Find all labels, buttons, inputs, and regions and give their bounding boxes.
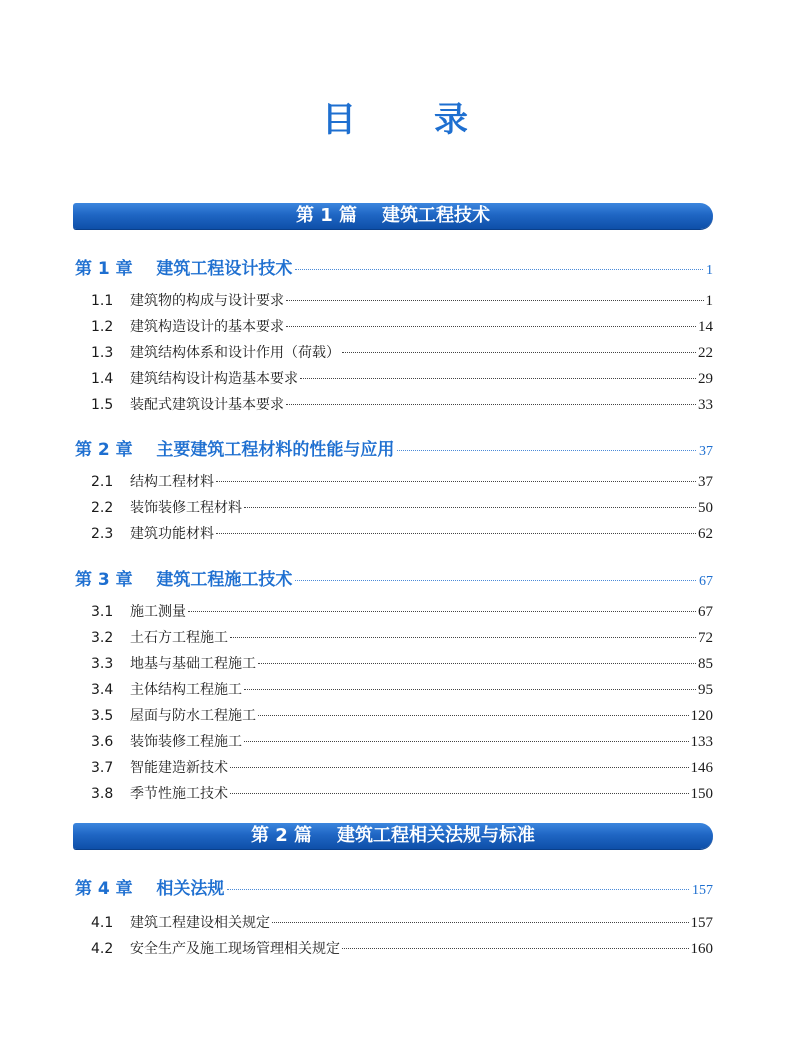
toc-section[interactable] bbox=[91, 757, 713, 777]
section-number: 3.2 bbox=[91, 630, 114, 646]
page-number: 67 bbox=[698, 604, 713, 620]
toc-section[interactable] bbox=[91, 497, 713, 517]
section-title: 装饰装修工程材料 bbox=[130, 500, 242, 516]
page-number: 72 bbox=[698, 630, 713, 646]
page-number: 133 bbox=[690, 734, 713, 750]
toc-section[interactable] bbox=[91, 627, 713, 647]
page-number: 150 bbox=[690, 786, 713, 802]
page-number: 85 bbox=[698, 656, 713, 672]
section-number: 3.8 bbox=[91, 786, 114, 802]
toc-section[interactable] bbox=[91, 679, 713, 699]
toc-section[interactable] bbox=[91, 368, 713, 388]
chapter-title: 第 1 章 建筑工程设计技术 bbox=[75, 259, 293, 279]
toc-chapter-1[interactable] bbox=[75, 254, 713, 278]
section-number: 2.2 bbox=[91, 500, 114, 516]
section-number: 3.5 bbox=[91, 708, 114, 724]
dot-leader bbox=[286, 404, 696, 405]
toc-section[interactable] bbox=[91, 601, 713, 621]
toc-chapter-4[interactable] bbox=[75, 874, 713, 898]
chapter-title: 第 2 章 主要建筑工程材料的性能与应用 bbox=[75, 440, 395, 460]
toc-section[interactable] bbox=[91, 783, 713, 803]
page-number: 22 bbox=[698, 345, 713, 361]
section-number: 4.2 bbox=[91, 941, 114, 957]
toc-chapter-2[interactable] bbox=[75, 435, 713, 459]
section-title: 装饰装修工程施工 bbox=[130, 734, 242, 750]
page-number: 120 bbox=[690, 708, 713, 724]
dot-leader bbox=[230, 767, 689, 768]
dot-leader bbox=[397, 450, 696, 451]
page-number: 37 bbox=[698, 474, 713, 490]
page-number: 146 bbox=[690, 760, 713, 776]
section-title: 建筑构造设计的基本要求 bbox=[130, 319, 284, 335]
dot-leader bbox=[295, 269, 703, 270]
section-title: 建筑工程建设相关规定 bbox=[130, 915, 270, 931]
section-number: 3.1 bbox=[91, 604, 114, 620]
section-title: 土石方工程施工 bbox=[130, 630, 228, 646]
part-2-banner: 第 2 篇 建筑工程相关法规与标准 bbox=[73, 823, 713, 849]
toc-section[interactable] bbox=[91, 342, 713, 362]
section-title: 安全生产及施工现场管理相关规定 bbox=[130, 941, 340, 957]
toc-section[interactable] bbox=[91, 731, 713, 751]
section-title: 建筑功能材料 bbox=[130, 526, 214, 542]
section-title: 智能建造新技术 bbox=[130, 760, 228, 776]
dot-leader bbox=[342, 948, 689, 949]
section-title: 装配式建筑设计基本要求 bbox=[130, 397, 284, 413]
dot-leader bbox=[295, 580, 696, 581]
dot-leader bbox=[272, 922, 689, 923]
toc-chapter-3[interactable] bbox=[75, 565, 713, 589]
toc-section[interactable] bbox=[91, 394, 713, 414]
section-title: 季节性施工技术 bbox=[130, 786, 228, 802]
chapter-title: 第 3 章 建筑工程施工技术 bbox=[75, 570, 293, 590]
dot-leader bbox=[216, 533, 696, 534]
section-number: 3.3 bbox=[91, 656, 114, 672]
page-number: 50 bbox=[698, 500, 713, 516]
section-number: 1.5 bbox=[91, 397, 114, 413]
section-number: 1.4 bbox=[91, 371, 114, 387]
section-number: 1.2 bbox=[91, 319, 114, 335]
section-number: 3.4 bbox=[91, 682, 114, 698]
dot-leader bbox=[244, 689, 696, 690]
toc-section[interactable] bbox=[91, 290, 713, 310]
page-number: 1 bbox=[705, 293, 713, 309]
dot-leader bbox=[342, 352, 696, 353]
toc-section[interactable] bbox=[91, 316, 713, 336]
toc-section[interactable] bbox=[91, 653, 713, 673]
dot-leader bbox=[258, 715, 689, 716]
toc-section[interactable] bbox=[91, 705, 713, 725]
page-number: 157 bbox=[692, 883, 713, 898]
section-title: 施工测量 bbox=[130, 604, 186, 620]
dot-leader bbox=[227, 889, 689, 890]
page-number: 1 bbox=[706, 263, 713, 278]
section-title: 建筑物的构成与设计要求 bbox=[130, 293, 284, 309]
section-number: 2.3 bbox=[91, 526, 114, 542]
section-title: 屋面与防水工程施工 bbox=[130, 708, 256, 724]
dot-leader bbox=[216, 481, 696, 482]
page-number: 14 bbox=[698, 319, 713, 335]
toc-section[interactable] bbox=[91, 523, 713, 543]
page-number: 157 bbox=[690, 915, 713, 931]
section-title: 建筑结构设计构造基本要求 bbox=[130, 371, 298, 387]
page-number: 67 bbox=[699, 574, 713, 589]
dot-leader bbox=[244, 741, 689, 742]
dot-leader bbox=[286, 326, 696, 327]
page-number: 37 bbox=[699, 444, 713, 459]
page-number: 33 bbox=[698, 397, 713, 413]
section-number: 1.3 bbox=[91, 345, 114, 361]
section-title: 地基与基础工程施工 bbox=[130, 656, 256, 672]
page-number: 160 bbox=[690, 941, 713, 957]
section-title: 主体结构工程施工 bbox=[130, 682, 242, 698]
page-number: 95 bbox=[698, 682, 713, 698]
part-1-banner: 第 1 篇 建筑工程技术 bbox=[73, 203, 713, 229]
dot-leader bbox=[230, 637, 696, 638]
section-number: 4.1 bbox=[91, 915, 114, 931]
section-number: 1.1 bbox=[91, 293, 114, 309]
page-number: 62 bbox=[698, 526, 713, 542]
toc-section[interactable] bbox=[91, 471, 713, 491]
dot-leader bbox=[188, 611, 696, 612]
section-number: 3.7 bbox=[91, 760, 114, 776]
page-number: 29 bbox=[698, 371, 713, 387]
chapter-title: 第 4 章 相关法规 bbox=[75, 879, 225, 899]
section-title: 结构工程材料 bbox=[130, 474, 214, 490]
page-title: 目 录 bbox=[322, 100, 468, 140]
dot-leader bbox=[300, 378, 696, 379]
section-title: 建筑结构体系和设计作用（荷载） bbox=[130, 345, 340, 361]
toc-section[interactable] bbox=[91, 912, 713, 932]
dot-leader bbox=[286, 300, 704, 301]
dot-leader bbox=[244, 507, 696, 508]
toc-section[interactable] bbox=[91, 938, 713, 958]
dot-leader bbox=[230, 793, 689, 794]
section-number: 2.1 bbox=[91, 474, 114, 490]
section-number: 3.6 bbox=[91, 734, 114, 750]
dot-leader bbox=[258, 663, 696, 664]
